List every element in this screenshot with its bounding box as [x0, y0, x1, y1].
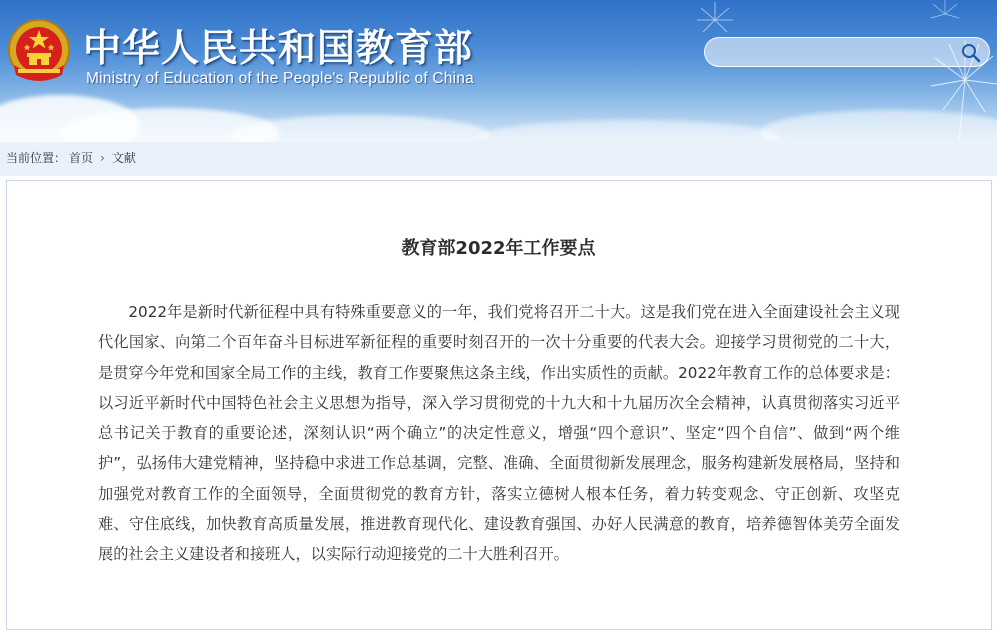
- site-header: [0, 0, 997, 142]
- breadcrumb-prefix: 当前位置：: [6, 151, 67, 165]
- cloud-decoration: [230, 115, 490, 142]
- search-input[interactable]: [704, 37, 990, 67]
- breadcrumb-item-literature[interactable]: 文献: [111, 151, 136, 165]
- dandelion-decoration: [685, 0, 745, 40]
- chevron-right-icon: ›: [100, 150, 105, 165]
- dandelion-decoration: [905, 0, 997, 140]
- document-paragraph: 2022年是新时代新征程中具有特殊重要意义的一年，我们党将召开二十大。这是我们党在进入全面建设社会主义现代化国家、向第二个百年奋斗目标进军新征程的重要时刻召开的一次十分重要的代表大会。迎接学习贯彻党的二十大，是贯穿今年党和国家全局工作的主线，教育工作要聚焦这条主线，作出实质性的贡献。2022年教育工作的总体要求是：以习近平新时代中国特色社会主义思想为指导，深入学习贯彻党的十九大和十九届历次全会精神，认真贯彻落实习近平总书记关于教育的重要论述，深刻认识“两个确立”的决定性意义，增强“四个意识”、坚定“四个自信”、做到“两个维护”，弘扬伟大建党精神，坚持稳中求进工作总基调，完整、准确、全面贯彻新发展理念，服务构建新发展格局，坚持和加强党对教育工作的全面领导，全面贯彻党的教育方针，落实立德树人根本任务，着力转变观念、守正创新、攻坚克难、守住底线，加快教育高质量发展，推进教育现代化、建设教育强国、办好人民满意的教育，培养德智体美劳全面发展的社会主义建设者和接班人，以实际行动迎接党的二十大胜利召开。: [98, 303, 900, 564]
- site-title-en: Ministry of Education of the People's Republic of China: [86, 70, 474, 87]
- national-emblem-icon: [6, 17, 72, 87]
- site-title-cn[interactable]: 中华人民共和国教育部: [83, 26, 474, 70]
- document-title: 教育部2022年工作要点: [401, 238, 596, 259]
- breadcrumb-bar: [0, 142, 997, 176]
- search-icon[interactable]: [961, 43, 981, 63]
- cloud-decoration: [480, 120, 780, 142]
- breadcrumb: [6, 149, 136, 166]
- breadcrumb-item-home[interactable]: 首页: [69, 151, 94, 165]
